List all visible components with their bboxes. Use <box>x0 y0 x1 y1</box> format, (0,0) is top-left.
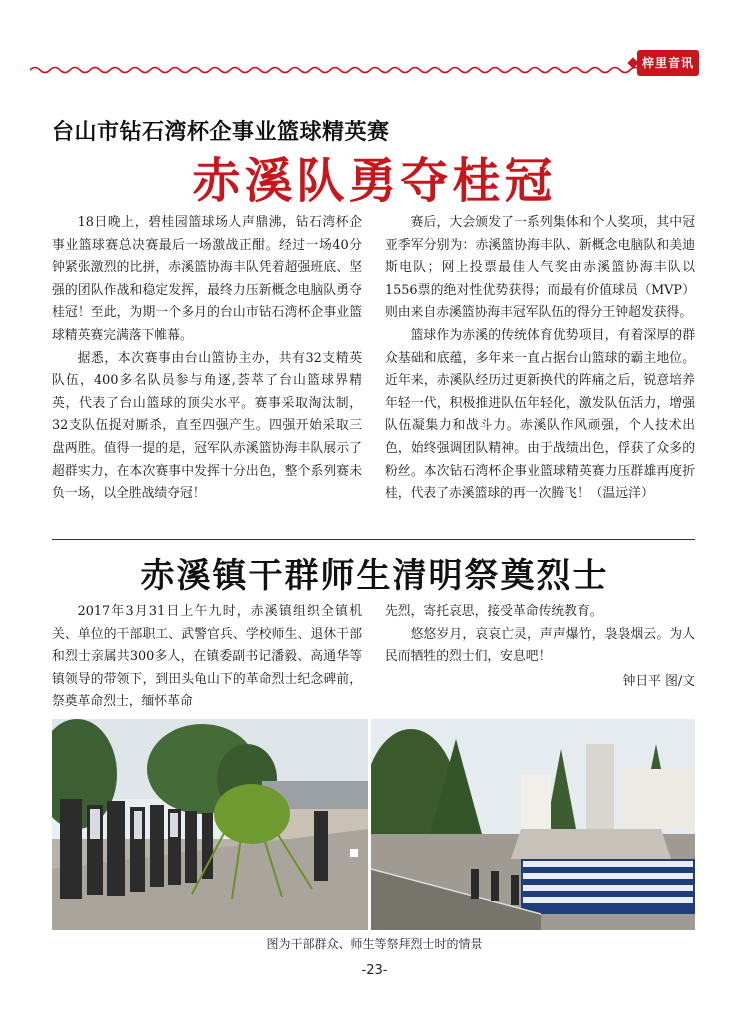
article1-paragraph: 据悉，本次赛事由台山篮协主办，共有32支精英队伍，400多名队员参与角逐,荟萃了台山篮球界精英，代表了台山篮球的顶尖水平。赛事采取淘汰制，32支队伍捉对厮杀，直至四强产生。四强开始采取三盘两胜。值得一提的是，冠军队赤溪篮协海丰队展示了超群实力，在本次赛事中发挥十分出色，整个系列赛未负一场，以全胜战绩夺冠！ <box>52 350 362 502</box>
article1-paragraph: 赛后，大会颁发了一系列集体和个人奖项，其中冠亚季军分别为：赤溪篮协海丰队、新概念电脑队和美迪斯电队；网上投票最佳人气奖由赤溪篮协海丰队以1556票的绝对性优势获得；而最有价值球员（MVP）则由来自赤溪篮协海丰冠军队伍的得分王钟超发获得。 <box>385 215 695 321</box>
article1-subtitle: 台山市钻石湾杯企事业篮球精英赛 <box>52 120 390 145</box>
section-badge: 梓里音讯 <box>637 50 699 76</box>
page-header <box>0 0 749 90</box>
article2-paragraph: 2017年3月31日上午九时，赤溪镇组织全镇机关、单位的干部职工、武警官兵、学校师生、退休干部和烈士亲属共300多人，在镇委副书记潘毅、高通华等镇领导的带领下，到田头龟山下的革命烈士纪念碑前，祭奠革命烈士，缅怀革命 <box>52 604 362 710</box>
photo-caption: 图为干部群众、师生等祭拜烈士时的情景 <box>266 937 483 951</box>
article1-title: 赤溪队勇夺桂冠 <box>192 153 557 209</box>
article2-title: 赤溪镇干群师生清明祭奠烈士 <box>140 556 609 596</box>
article1-paragraph: 篮球作为赤溪的传统体育优势项目，有着深厚的群众基础和底蕴，多年来一直占据台山篮球的霸主地位。近年来，赤溪队经历过更新换代的阵痛之后，锐意培养年轻一代，积极推进队伍年轻化，激发队伍活力，增强队伍凝集力和战斗力。赤溪队作风顽强，个人技术出色，始终强调团队精神。由于战绩出色，俘获了众多的粉丝。本次钻石湾杯企事业篮球精英赛力压群雄再度折桂，代表了赤溪篮球的再一次腾飞！（温远洋） <box>385 327 695 502</box>
article2-byline: 钟日平 图/文 <box>622 673 695 689</box>
article1-paragraph: 18日晚上，碧桂园篮球场人声鼎沸，钻石湾杯企事业篮球赛总决赛最后一场激战正酣。经过一场40分钟紧张激烈的比拼，赤溪篮协海丰队凭着超强班底、坚强的团队作战和稳定发挥，最终力压新概念电脑队勇夺桂冠！至此，为期一个多月的台山市钻石湾杯企事业篮球精英赛完满落下帷幕。 <box>52 215 362 343</box>
photo-officials-memorial <box>52 719 368 930</box>
article2-left-column <box>52 601 362 714</box>
article1-right-column <box>385 212 695 506</box>
article-divider <box>52 539 695 540</box>
article2-paragraph: 悠悠岁月，哀哀亡灵，声声爆竹，袅袅烟云。为人民而牺牲的烈士们，安息吧！ <box>385 626 695 665</box>
article1-left-column <box>52 212 362 506</box>
article2-right-column <box>385 601 695 693</box>
photo-students-memorial <box>371 719 695 930</box>
article2-paragraph-continued: 先烈，寄托哀思，接受革命传统教育。 <box>385 604 603 619</box>
page-number: -23- <box>361 963 388 978</box>
decorative-wave-line <box>30 64 650 76</box>
